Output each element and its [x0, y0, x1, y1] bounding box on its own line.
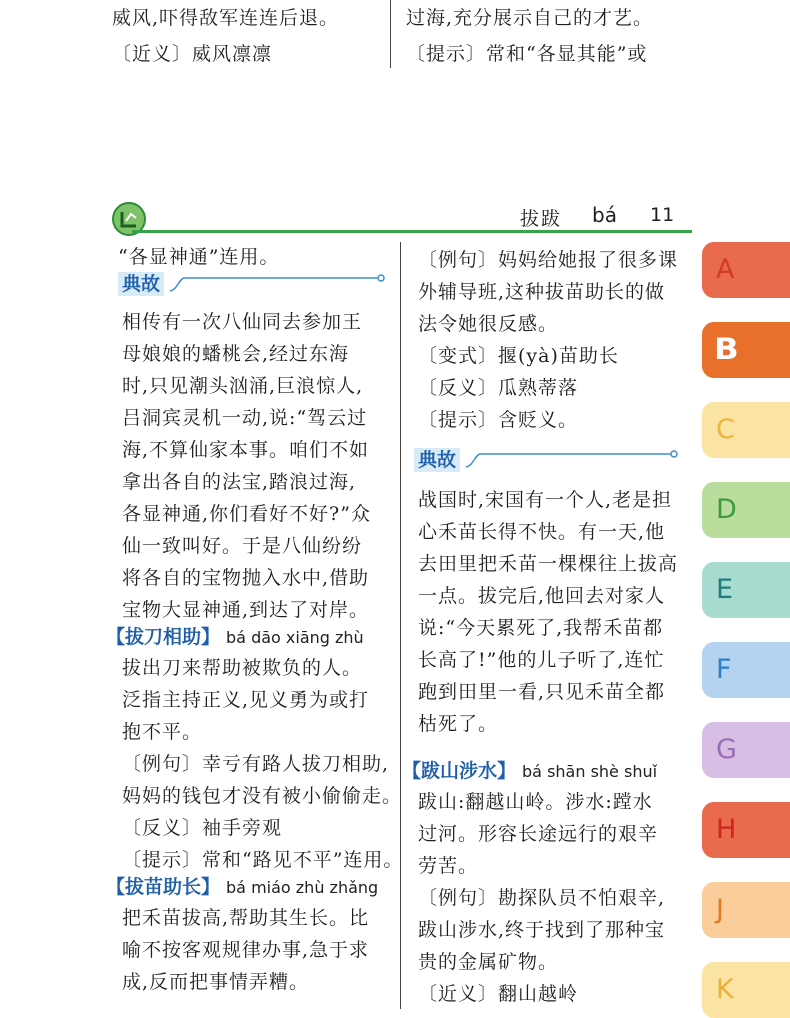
definition-line: 过河。形容长途远行的艰辛 [418, 823, 659, 845]
prev-page-line: 威风,吓得敌军连连后退。 [112, 7, 340, 29]
example-line: 〔例句〕妈妈给她报了很多课 [418, 249, 679, 271]
story-line: 跑到田里一看,只见禾苗全都 [418, 681, 666, 703]
index-tab-b[interactable] [702, 322, 790, 378]
index-tab-letter: A [716, 254, 735, 285]
story-line: 仙一致叫好。于是八仙纷纷 [122, 535, 363, 557]
entry-pinyin: bá miáo zhù zhǎng [226, 878, 379, 897]
page-number: 11 [650, 204, 675, 226]
column-divider [400, 242, 401, 1009]
continuation-text: “各显神通”连用。 [118, 246, 280, 268]
antonym-line: 〔反义〕袖手旁观 [122, 817, 283, 839]
example-line: 外辅导班,这种拔苗助长的做 [418, 281, 666, 303]
example-line: 〔例句〕勘探队员不怕艰辛, [418, 887, 666, 909]
definition-line: 抱不平。 [122, 721, 203, 743]
index-tab-k[interactable] [702, 962, 790, 1018]
index-tab-letter: H [716, 814, 737, 845]
definition-line: 成,反而把事情弄糟。 [122, 971, 310, 993]
index-tab-letter: D [716, 494, 737, 525]
prev-page-line: 过海,充分展示自己的才艺。 [406, 7, 654, 29]
index-tab-letter: F [716, 654, 732, 685]
story-line: 长高了!”他的儿子听了,连忙 [418, 649, 665, 671]
index-tab-c[interactable] [702, 402, 790, 458]
index-tab-j[interactable] [702, 882, 790, 938]
story-label: 典故 [118, 272, 164, 296]
definition-line: 跋山:翻越山岭。涉水:蹚水 [418, 791, 653, 813]
definition-line: 泛指主持正义,见义勇为或打 [122, 689, 370, 711]
story-line: 拿出各自的法宝,踏浪过海, [122, 471, 357, 493]
story-line: 战国时,宋国有一个人,老是担 [418, 489, 673, 511]
entry-bmzz [106, 872, 378, 899]
antonym-line: 〔反义〕瓜熟蒂落 [418, 377, 579, 399]
index-tab-g[interactable] [702, 722, 790, 778]
butterfly-icon: B [713, 332, 739, 367]
index-tab-letter: G [716, 734, 737, 765]
definition-line: 把禾苗拔高,帮助其生长。比 [122, 907, 370, 929]
prev-page-line: 〔近义〕威风凛凛 [112, 43, 273, 65]
story-section-header [118, 272, 386, 296]
story-line: 宝物大显神通,到达了对岸。 [122, 599, 370, 621]
index-tab-letter: J [716, 894, 724, 925]
column-divider [390, 0, 391, 68]
example-line: 〔例句〕幸亏有路人拔刀相助, [122, 753, 390, 775]
story-line: 海,不算仙家本事。咱们不如 [122, 439, 370, 461]
story-line: 各显神通,你们看好不好?”众 [122, 503, 371, 525]
synonym-line: 〔近义〕翻山越岭 [418, 983, 579, 1005]
example-line: 法令她很反感。 [418, 313, 559, 335]
story-line: 说:“今天累死了,我帮禾苗都 [418, 617, 664, 639]
story-line: 将各自的宝物抛入水中,借助 [122, 567, 370, 589]
entry-headword: 【拔苗助长】 [106, 876, 221, 898]
prev-page-line: 〔提示〕常和“各显其能”或 [406, 43, 648, 65]
definition-line: 拔出刀来帮助被欺负的人。 [122, 657, 363, 679]
tip-line: 〔提示〕常和“路见不平”连用。 [122, 849, 404, 871]
index-tab-a[interactable] [702, 242, 790, 298]
example-line: 妈妈的钱包才没有被小偷偷走。 [122, 785, 403, 807]
example-line: 跋山涉水,终于找到了那种宝 [418, 919, 666, 941]
index-tab-e[interactable] [702, 562, 790, 618]
index-tab-d[interactable] [702, 482, 790, 538]
header-rule [132, 230, 692, 233]
story-line: 母娘娘的蟠桃会,经过东海 [122, 343, 350, 365]
story-section-header [414, 448, 684, 472]
example-line: 贵的金属矿物。 [418, 951, 559, 973]
index-tab-letter: C [716, 414, 735, 445]
header-pinyin: bá [592, 203, 617, 227]
entry-pinyin: bá shān shè shuǐ [522, 762, 658, 781]
header-headwords: 拔跋 [520, 208, 563, 230]
entry-bdxz [106, 622, 364, 649]
story-line: 去田里把禾苗一棵棵往上拔高 [418, 553, 679, 575]
story-line: 相传有一次八仙同去参加王 [122, 311, 363, 333]
story-line: 心禾苗长得不快。有一天,他 [418, 521, 666, 543]
story-line: 吕洞宾灵机一动,说:“驾云过 [122, 407, 368, 429]
story-line: 时,只见潮头汹涌,巨浪惊人, [122, 375, 364, 397]
index-tab-h[interactable] [702, 802, 790, 858]
index-tab-letter: K [716, 974, 734, 1005]
index-tab-letter: E [716, 574, 734, 605]
entry-pinyin: bá dāo xiāng zhù [226, 628, 364, 647]
definition-line: 喻不按客观规律办事,急于求 [122, 939, 370, 961]
tip-line: 〔提示〕含贬义。 [418, 409, 579, 431]
entry-bssx [402, 756, 657, 783]
story-line: 枯死了。 [418, 713, 499, 735]
index-tab-f[interactable] [702, 642, 790, 698]
entry-headword: 【拔刀相助】 [106, 626, 221, 648]
variant-line: 〔变式〕揠(yà)苗助长 [418, 345, 619, 367]
entry-headword: 【跋山涉水】 [402, 760, 517, 782]
story-label: 典故 [414, 448, 460, 472]
story-line: 一点。拔完后,他回去对家人 [418, 585, 666, 607]
definition-line: 劳苦。 [418, 855, 479, 877]
